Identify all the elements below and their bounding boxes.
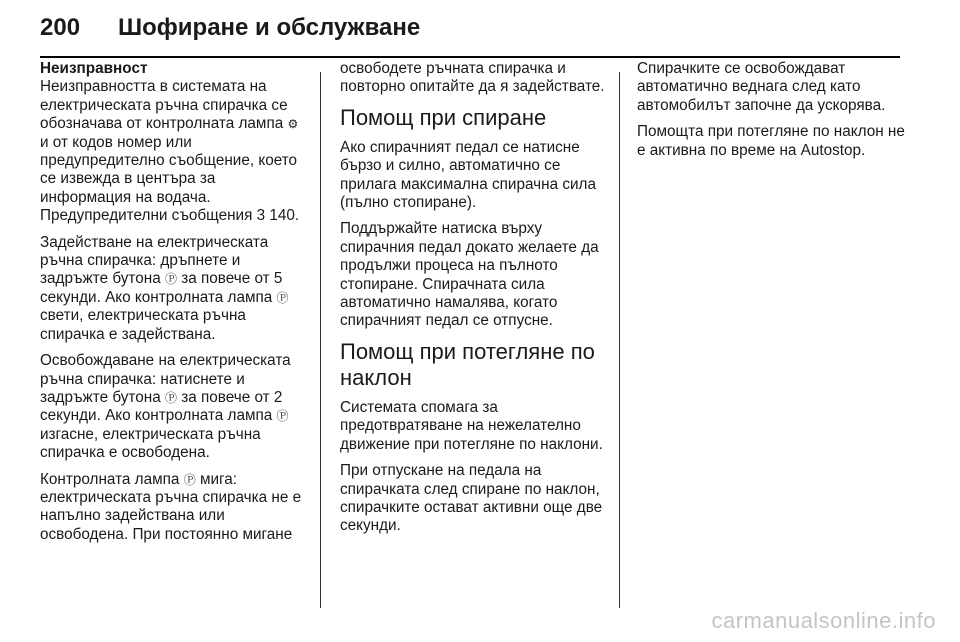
page-title: Шофиране и обслужване bbox=[118, 14, 421, 41]
column-divider-1 bbox=[320, 72, 321, 608]
column-2 bbox=[340, 60, 610, 544]
column-divider-2 bbox=[619, 72, 620, 608]
watermark: carmanualsonline.info bbox=[711, 608, 936, 633]
paragraph-hill-start-1: Системата спомага за предотвратяване на нежелателно движение при потегляне по наклони. bbox=[340, 398, 603, 453]
column-3 bbox=[637, 60, 912, 168]
paragraph-brake-assist-1: Ако спирачният педал се натисне бързо и силно, автоматично се прилага максимална спирачна сила (пълно стопиране). bbox=[340, 138, 596, 212]
paragraph-fault: Неизправността в системата на електрическата ръчна спирачка се обозначава от контролната лампа ⚙ и от кодов номер или предупредително съобщение, което се извежда в центъра за информация на водача. Предупредителни съобщения 3 140. bbox=[40, 78, 300, 225]
column-1 bbox=[40, 60, 310, 552]
reference-arrow-icon: 3 bbox=[256, 207, 266, 225]
brake-fault-icon: ⚙ bbox=[287, 117, 299, 132]
paragraph-hill-start-2: При отпускане на педала на спирачката след спиране по наклон, спирачките остават активни още две секунди. bbox=[340, 462, 603, 535]
parking-brake-icon: Ⓟ bbox=[164, 272, 177, 287]
paragraph-continue: освободете ръчната спирачка и повторно опитайте да я задействате. bbox=[340, 60, 605, 96]
section-heading-fault: Неизправност bbox=[40, 60, 148, 77]
paragraph-release: Освобождаване на електрическата ръчна спирачка: натиснете и задръжте бутона Ⓟ за повече от 2 секунди. Ако контролната лампа Ⓟ изгасне, електрическата ръчна спирачка е освободена. bbox=[40, 352, 291, 462]
section-heading-hill-start: Помощ при потегляне по наклон bbox=[340, 338, 595, 390]
paragraph-flashing: Контролната лампа Ⓟ мига: електрическата ръчна спирачка не е напълно задействана или освободена. При постоянно мигане bbox=[40, 470, 302, 543]
parking-brake-icon: Ⓟ bbox=[164, 390, 177, 405]
paragraph-apply: Задействане на електрическата ръчна спирачка: дръпнете и задръжте бутона Ⓟ за повече от 5 секунди. Ако контролната лампа Ⓟ свети, електрическата ръчна спирачка е задействана. bbox=[40, 233, 289, 343]
paragraph-brake-assist-2: Поддържайте натиска върху спирачния педал докато желаете да продължи процеса на пълното стопиране. Спирачната сила автоматично намалява, когато спирачният педал се отпусне. bbox=[340, 220, 599, 330]
parking-brake-icon: Ⓟ bbox=[276, 290, 289, 305]
paragraph-release-auto: Спирачките се освобождават автоматично веднага след като автомобилът започне да ускорява. bbox=[637, 60, 886, 114]
paragraph-autostop: Помощта при потегляне по наклон не е активна по време на Autostop. bbox=[637, 123, 905, 159]
header-rule bbox=[40, 56, 900, 58]
parking-brake-icon: Ⓟ bbox=[183, 472, 196, 487]
page-reference[interactable]: 140. bbox=[265, 207, 300, 225]
section-heading-brake-assist: Помощ при спиране bbox=[340, 104, 547, 130]
parking-brake-icon: Ⓟ bbox=[276, 409, 289, 424]
page-number: 200 bbox=[40, 14, 81, 41]
